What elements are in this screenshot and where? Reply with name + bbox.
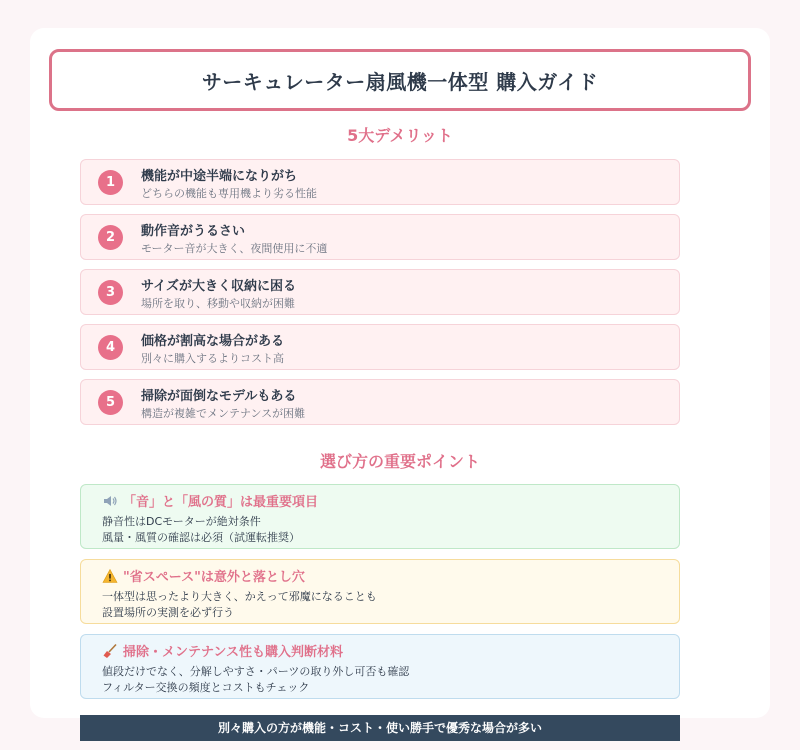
point-title: 掃除・メンテナンス性も購入判断材料 [123,645,343,660]
point-title: "省スペース"は意外と落とし穴 [123,570,305,585]
point-space-saving [80,559,680,624]
demerit-item-2 [80,214,680,260]
number-badge: 2 [98,225,123,250]
number-badge: 5 [98,390,123,415]
demerit-item-1 [80,159,680,205]
demerit-item-5 [80,379,680,425]
broom-icon [102,643,118,659]
demerit-description: モーター音が大きく、夜間使用に不適 [141,242,328,255]
speaker-icon [102,493,118,509]
warning-icon [102,568,118,584]
demerit-title: 動作音がうるさい [141,224,246,239]
point-line: 設置場所の実測を必ず行う [102,606,234,619]
demerit-description: 構造が複雑でメンテナンスが困難 [141,407,306,420]
point-sound-quality [80,484,680,549]
demerit-title: 価格が割高な場合がある [141,334,285,349]
title-box [49,49,751,111]
point-line: 風量・風質の確認は必須（試運転推奨） [102,531,300,544]
point-line: 静音性はDCモーターが絶対条件 [102,515,261,528]
demerit-description: 場所を取り、移動や収納が困難 [141,297,295,310]
number-badge: 1 [98,170,123,195]
summary-banner: 別々購入の方が機能・コスト・使い勝手で優秀な場合が多い [80,715,680,741]
demerits-heading: 5大デメリット [347,126,453,145]
demerit-title: 機能が中途半端になりがち [141,169,298,184]
demerit-description: どちらの機能も専用機より劣る性能 [141,187,317,200]
demerit-title: 掃除が面倒なモデルもある [141,389,297,404]
point-maintenance [80,634,680,699]
point-line: 値段だけでなく、分解しやすさ・パーツの取り外し可否も確認 [102,665,410,678]
number-badge: 3 [98,280,123,305]
demerit-item-4 [80,324,680,370]
page-title: サーキュレーター扇風機一体型 購入ガイド [201,69,599,94]
demerit-description: 別々に購入するよりコスト高 [141,352,284,365]
demerit-title: サイズが大きく収納に困る [141,279,296,294]
point-title: 「音」と「風の質」は最重要項目 [123,495,319,510]
point-line: 一体型は思ったより大きく、かえって邪魔になることも [102,590,377,603]
number-badge: 4 [98,335,123,360]
demerit-item-3 [80,269,680,315]
point-line: フィルター交換の頻度とコストもチェック [102,681,310,694]
points-heading: 選び方の重要ポイント [319,452,480,471]
